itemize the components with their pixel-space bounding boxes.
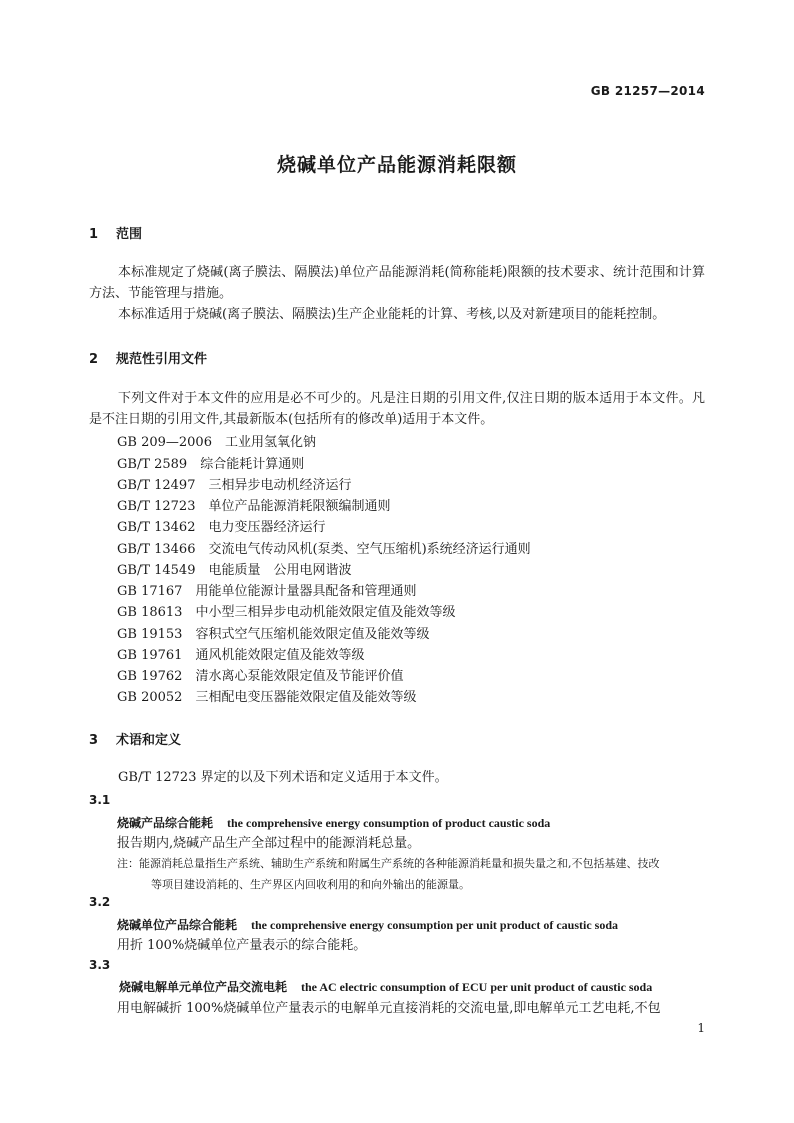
reference-title: 三相异步电动机经济运行	[208, 478, 352, 493]
reference-title: 综合能耗计算通则	[200, 457, 305, 472]
reference-title: 用能单位能源计量器具配备和管理通则	[195, 584, 417, 599]
reference-item	[117, 601, 455, 620]
reference-title: 中小型三相异步电动机能效限定值及能效等级	[195, 605, 456, 620]
document-title: 烧碱单位产品能源消耗限额	[276, 154, 517, 176]
note-line: 注：能源消耗总量指生产系统、辅助生产系统和附属生产系统的各种能源消耗量和损失量之和,不包括基建、技改	[117, 857, 660, 870]
reference-title: 工业用氢氧化钠	[224, 435, 316, 450]
term-english: the comprehensive energy consumption of product caustic soda	[227, 816, 551, 830]
reference-code: GB 19153	[117, 627, 183, 642]
reference-code: GB 19762	[117, 669, 183, 684]
reference-code: GB/T 12723	[117, 499, 196, 514]
reference-item	[117, 453, 304, 472]
reference-code: GB 19761	[117, 648, 183, 663]
reference-item	[117, 538, 531, 557]
section-number: 3	[89, 733, 99, 748]
reference-title: 电力变压器经济运行	[208, 520, 326, 535]
section-1-heading	[89, 223, 142, 242]
reference-title: 电能质量 公用电网谐波	[208, 563, 352, 578]
reference-item	[117, 516, 326, 535]
section-3-intro: GB/T 12723 界定的以及下列术语和定义适用于本文件。	[118, 770, 448, 785]
term-definition: 用折 100%烧碱单位产量表示的综合能耗。	[117, 938, 367, 953]
reference-item	[117, 559, 352, 578]
section-number: 2	[89, 352, 99, 367]
clause-number: 3.2	[89, 895, 111, 909]
reference-title: 交流电气传动风机(泵类、空气压缩机)系统经济运行通则	[208, 542, 531, 557]
page-number: 1	[697, 1021, 705, 1035]
reference-code: GB 20052	[117, 690, 183, 705]
term-chinese: 烧碱单位产品综合能耗	[117, 918, 238, 932]
reference-code: GB 17167	[117, 584, 183, 599]
reference-item	[117, 580, 416, 599]
reference-title: 三相配电变压器能效限定值及能效等级	[195, 690, 417, 705]
reference-title: 清水离心泵能效限定值及节能评价值	[195, 669, 404, 684]
term-heading	[117, 916, 618, 933]
section-1-paragraph-2: 本标准适用于烧碱(离子膜法、隔膜法)生产企业能耗的计算、考核,以及对新建项目的能耗控制。	[118, 307, 666, 322]
reference-code: GB/T 14549	[117, 563, 196, 578]
reference-title: 容积式空气压缩机能效限定值及能效等级	[195, 627, 430, 642]
reference-title: 通风机能效限定值及能效等级	[195, 648, 365, 663]
section-2-heading	[89, 348, 207, 367]
term-note	[117, 853, 707, 895]
clause-number: 3.3	[89, 958, 111, 972]
term-chinese: 烧碱电解单元单位产品交流电耗	[119, 980, 288, 994]
section-title: 范围	[116, 227, 143, 242]
section-title: 术语和定义	[116, 733, 182, 748]
reference-code: GB/T 12497	[117, 478, 196, 493]
section-1-paragraph-1: 本标准规定了烧碱(离子膜法、隔膜法)单位产品能源消耗(简称能耗)限额的技术要求、统计范围和计算方法、节能管理与措施。	[89, 265, 705, 301]
reference-item	[117, 644, 364, 663]
reference-item	[117, 686, 416, 705]
term-definition: 报告期内,烧碱产品生产全部过程中的能源消耗总量。	[117, 836, 421, 851]
section-title: 规范性引用文件	[116, 352, 208, 367]
section-number: 1	[89, 227, 99, 242]
standard-code: GB 21257—2014	[590, 84, 705, 98]
reference-item	[117, 623, 429, 642]
term-heading	[119, 978, 652, 995]
term-heading	[117, 814, 550, 831]
term-english: the comprehensive energy consumption per unit product of caustic soda	[251, 918, 619, 932]
reference-code: GB/T 2589	[117, 457, 188, 472]
note-line: 等项目建设消耗的、生产界区内回收利用的和向外输出的能源量。	[151, 878, 470, 891]
section-2-intro: 下列文件对于本文件的应用是必不可少的。凡是注日期的引用文件,仅注日期的版本适用于本文件。凡是不注日期的引用文件,其最新版本(包括所有的修改单)适用于本文件。	[89, 391, 705, 427]
term-chinese: 烧碱产品综合能耗	[117, 816, 214, 830]
clause-number: 3.1	[89, 793, 111, 807]
reference-item	[117, 431, 316, 450]
reference-item	[117, 474, 352, 493]
reference-code: GB/T 13462	[117, 520, 196, 535]
reference-item	[117, 665, 403, 684]
reference-title: 单位产品能源消耗限额编制通则	[208, 499, 391, 514]
reference-code: GB/T 13466	[117, 542, 196, 557]
term-definition: 用电解碱折 100%烧碱单位产量表示的电解单元直接消耗的交流电量,即电解单元工艺电耗,不包	[117, 1001, 661, 1016]
term-english: the AC electric consumption of ECU per unit product of caustic soda	[301, 980, 653, 994]
reference-item	[117, 495, 391, 514]
section-3-heading	[89, 729, 181, 748]
reference-code: GB 18613	[117, 605, 183, 620]
reference-code: GB 209—2006	[117, 435, 212, 450]
